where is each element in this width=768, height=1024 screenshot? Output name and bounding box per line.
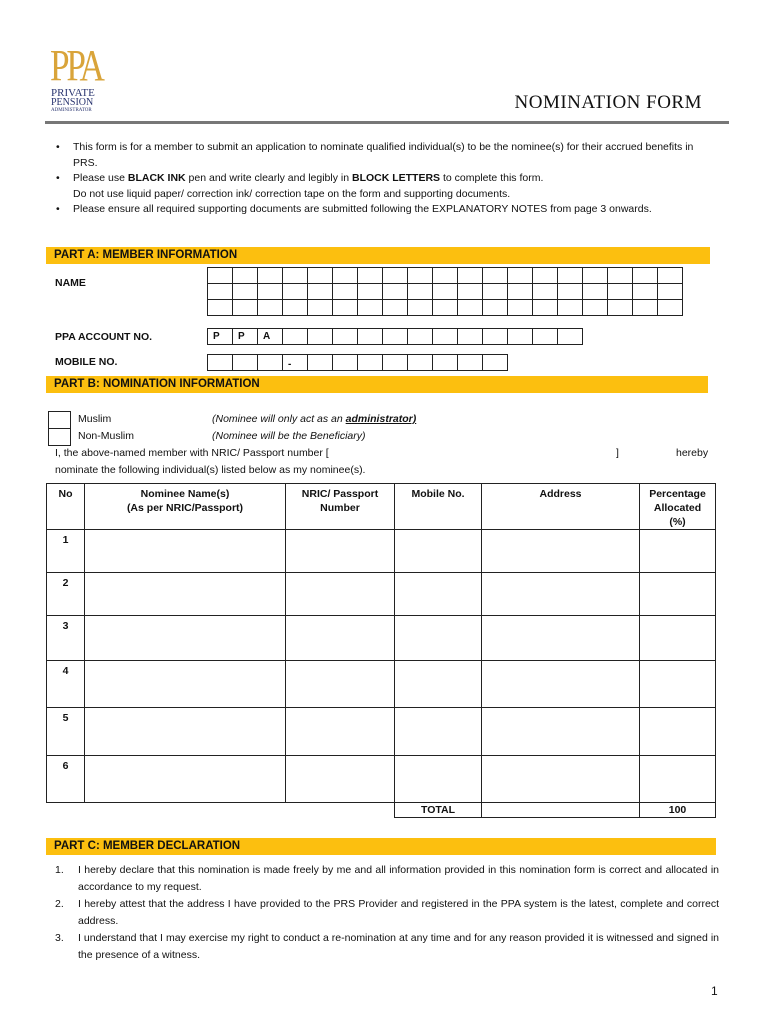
mobile-digit-cell[interactable] [383, 355, 408, 371]
name-char-cell[interactable] [383, 284, 408, 300]
account-char-cell[interactable] [458, 329, 483, 345]
nominee-cell[interactable] [286, 530, 395, 573]
name-char-cell[interactable] [358, 284, 383, 300]
account-char-cell[interactable]: P [233, 329, 258, 345]
total-label: TOTAL [395, 803, 482, 818]
name-char-cell[interactable] [558, 284, 583, 300]
mobile-digit-cell[interactable] [233, 355, 258, 371]
name-char-cell[interactable] [308, 284, 333, 300]
name-char-cell[interactable] [483, 300, 508, 316]
item-number: 1. [55, 864, 64, 876]
name-char-cell[interactable] [308, 300, 333, 316]
nominee-cell[interactable] [395, 708, 482, 756]
item-text: I hereby attest that the address I have provided to the PRS Provider and registered in the PPA system is the latest, complete and correct address. [78, 898, 719, 927]
nominee-cell[interactable] [85, 708, 286, 756]
name-char-cell[interactable] [458, 268, 483, 284]
item-number: 3. [55, 932, 64, 944]
nominee-cell[interactable] [640, 756, 716, 803]
instruction-item: • Please use BLACK INK pen and write clearly and legibly in BLOCK LETTERS to complete this form. Do not use liquid paper/ correction ink/ correction tape on the form and supporting documents. [56, 171, 706, 202]
nomination-statement: I, the above-named member with NRIC/ Passport number [ [55, 447, 329, 459]
name-char-cell[interactable] [283, 268, 308, 284]
nominee-cell[interactable] [482, 573, 640, 616]
name-char-cell[interactable] [633, 268, 658, 284]
mobile-digit-cell[interactable] [308, 355, 333, 371]
name-char-cell[interactable] [333, 284, 358, 300]
instruction-item: • This form is for a member to submit an application to nominate qualified individual(s) to be the nominee(s) for their accrued benefits in PRS. [56, 140, 706, 171]
nominee-cell[interactable] [395, 661, 482, 708]
name-char-cell[interactable] [608, 268, 633, 284]
name-char-cell[interactable] [358, 300, 383, 316]
name-char-cell[interactable] [608, 284, 633, 300]
nominee-row [47, 708, 716, 756]
column-header: NRIC/ Passport Number [286, 484, 395, 530]
nominee-cell[interactable] [482, 708, 640, 756]
nominee-cell[interactable] [85, 573, 286, 616]
mobile-digit-cell[interactable] [333, 355, 358, 371]
muslim-note: (Nominee will only act as an administrator) [212, 413, 417, 425]
name-char-cell[interactable] [283, 284, 308, 300]
total-value: 100 [640, 803, 716, 818]
name-char-cell[interactable] [558, 268, 583, 284]
name-char-cell[interactable] [658, 300, 683, 316]
name-char-cell[interactable] [233, 300, 258, 316]
mobile-digit-cell[interactable] [258, 355, 283, 371]
name-char-cell[interactable] [583, 268, 608, 284]
mobile-input-grid[interactable] [207, 354, 508, 371]
name-char-cell[interactable] [233, 284, 258, 300]
mobile-digit-cell[interactable] [458, 355, 483, 371]
name-char-cell[interactable] [533, 300, 558, 316]
name-char-cell[interactable] [333, 268, 358, 284]
item-number: 2. [55, 898, 64, 910]
name-char-cell[interactable] [433, 284, 458, 300]
instruction-item: • Please ensure all required supporting documents are submitted following the EXPLANATORY NOTES from page 3 onwards. [56, 202, 706, 218]
name-char-cell[interactable] [208, 284, 233, 300]
nominee-cell[interactable] [286, 756, 395, 803]
row-number: 3 [47, 616, 85, 661]
nominee-row [47, 661, 716, 708]
statement-bracket: ] [616, 447, 619, 459]
name-char-cell[interactable] [433, 300, 458, 316]
account-input-grid[interactable] [207, 328, 583, 345]
account-char-cell[interactable]: P [208, 329, 233, 345]
mobile-digit-cell[interactable] [408, 355, 433, 371]
name-char-cell[interactable] [483, 268, 508, 284]
name-char-cell[interactable] [233, 268, 258, 284]
column-header: Nominee Name(s) (As per NRIC/Passport) [85, 484, 286, 530]
nominee-cell[interactable] [85, 616, 286, 661]
account-char-cell[interactable] [483, 329, 508, 345]
mobile-digit-cell[interactable] [483, 355, 508, 371]
muslim-label: Muslim [78, 413, 112, 425]
name-char-cell[interactable] [458, 284, 483, 300]
nominee-cell[interactable] [395, 616, 482, 661]
name-char-cell[interactable] [408, 268, 433, 284]
name-char-cell[interactable] [308, 268, 333, 284]
name-char-cell[interactable] [258, 284, 283, 300]
name-char-cell[interactable] [433, 268, 458, 284]
name-char-cell[interactable] [208, 268, 233, 284]
item-text: I understand that I may exercise my right to conduct a re-nomination at any time and for any reason provided it is witnessed and signed in the presence of a witness. [78, 932, 719, 961]
item-text: I hereby declare that this nomination is made freely by me and all information provided in this nomination form is correct and allocated in accordance to my request. [78, 864, 719, 893]
declaration-item [55, 930, 719, 964]
name-char-cell[interactable] [283, 300, 308, 316]
nominee-cell[interactable] [482, 756, 640, 803]
nominee-cell[interactable] [85, 661, 286, 708]
nominee-row [47, 530, 716, 573]
part-c-heading: PART C: MEMBER DECLARATION [46, 838, 716, 855]
name-char-cell[interactable] [533, 284, 558, 300]
nominee-cell[interactable] [640, 661, 716, 708]
account-char-cell[interactable] [558, 329, 583, 345]
mobile-digit-cell[interactable] [358, 355, 383, 371]
nominee-row [47, 616, 716, 661]
account-char-cell[interactable] [333, 329, 358, 345]
column-header: Percentage Allocated (%) [640, 484, 716, 530]
row-number: 2 [47, 573, 85, 616]
nominee-row [47, 573, 716, 616]
name-char-cell[interactable] [608, 300, 633, 316]
account-label: PPA ACCOUNT NO. [55, 331, 153, 343]
part-b-heading: PART B: NOMINATION INFORMATION [46, 376, 708, 393]
nominee-cell[interactable] [640, 573, 716, 616]
column-header: Mobile No. [395, 484, 482, 530]
nominee-cell[interactable] [85, 530, 286, 573]
account-char-cell[interactable]: A [258, 329, 283, 345]
nomination-form-page: PPA PRIVATE PENSION ADMINISTRATOR NOMINATION FORM • This form is for a member to submit an application to nominate qualified individual(s) to be the nominee(s) for their accrued benefits in PRS. • Please use BLACK INK pen and write clearly and legibly in BLOCK LETTERS to complete this form. Do not use liquid paper/ correction ink/ correction tape on the form and supporting documents. • Please ensure all required supporting documents are submitted following the EXPLANATORY NOTES from page 3 onwards. PART A: MEMBER INFORMATION NAME PPA ACCOUNT NO. P P A MOBILE NO. - PART B: NOMINATION INFORMATION Muslim (Nominee will only act as an administrator) Non-Muslim (Nominee will be the Beneficiary) I, the above-named member with NRIC/ Passport number [ ] hereby nominate the following individual(s) listed below as my nominee(s). No Nominee Name(s) (As per NRIC/Passport) NRIC/ Passport Number Mobile No. Address Percentage Allocated (%) 1 2 3 4 5 6 TOTAL 100 PART C: MEMBER DECLARATION 1. I hereby declare that this nomination is made freely by me and all information provided in this nomination form is correct and allocated in accordance to my request. 2. I hereby attest that the address I have provided to the PRS Provider and registered in the PPA system is the latest, complete and correct address. 3. I understand that I may exercise my right to conduct a re-nomination at any time and for any reason provided it is witnessed and signed in the presence of a witness. 1 [0, 0, 768, 1024]
name-char-cell[interactable] [408, 284, 433, 300]
nominee-cell[interactable] [85, 756, 286, 803]
nominee-cell[interactable] [286, 661, 395, 708]
name-char-cell[interactable] [508, 300, 533, 316]
declaration-item [55, 862, 719, 896]
nominee-cell[interactable] [286, 616, 395, 661]
row-number: 1 [47, 530, 85, 573]
name-char-cell[interactable] [633, 284, 658, 300]
account-char-cell[interactable] [408, 329, 433, 345]
non-muslim-checkbox[interactable] [48, 428, 71, 446]
name-char-cell[interactable] [483, 284, 508, 300]
mobile-label: MOBILE NO. [55, 356, 118, 368]
non-muslim-note: (Nominee will be the Beneficiary) [212, 430, 366, 442]
column-header: Address [482, 484, 640, 530]
name-char-cell[interactable] [658, 268, 683, 284]
account-char-cell[interactable] [383, 329, 408, 345]
account-char-cell[interactable] [283, 329, 308, 345]
nominee-cell[interactable] [286, 573, 395, 616]
name-char-cell[interactable] [658, 284, 683, 300]
name-char-cell[interactable] [583, 300, 608, 316]
non-muslim-label: Non-Muslim [78, 430, 135, 442]
statement-continued: nominate the following individual(s) listed below as my nominee(s). [55, 464, 366, 476]
name-char-cell[interactable] [508, 268, 533, 284]
nominee-cell[interactable] [395, 756, 482, 803]
name-char-cell[interactable] [408, 300, 433, 316]
part-a-heading: PART A: MEMBER INFORMATION [46, 247, 710, 264]
nominee-cell[interactable] [482, 661, 640, 708]
name-char-cell[interactable] [383, 268, 408, 284]
nominee-cell[interactable] [482, 530, 640, 573]
name-char-cell[interactable] [358, 268, 383, 284]
name-char-cell[interactable] [258, 268, 283, 284]
total-row [47, 803, 716, 818]
row-number: 4 [47, 661, 85, 708]
name-char-cell[interactable] [558, 300, 583, 316]
declaration-list [55, 862, 719, 964]
account-char-cell[interactable] [508, 329, 533, 345]
name-char-cell[interactable] [583, 284, 608, 300]
nominee-cell[interactable] [286, 708, 395, 756]
nominee-row [47, 756, 716, 803]
nominee-cell[interactable] [640, 616, 716, 661]
mobile-digit-cell[interactable] [433, 355, 458, 371]
account-char-cell[interactable] [433, 329, 458, 345]
name-char-cell[interactable] [508, 284, 533, 300]
nominee-table [46, 483, 716, 818]
name-char-cell[interactable] [533, 268, 558, 284]
nominee-cell[interactable] [640, 530, 716, 573]
nominee-cell[interactable] [640, 708, 716, 756]
account-char-cell[interactable] [533, 329, 558, 345]
declaration-item [55, 896, 719, 930]
name-char-cell[interactable] [458, 300, 483, 316]
mobile-digit-cell[interactable] [208, 355, 233, 371]
statement-hereby: hereby [676, 447, 709, 459]
account-char-cell[interactable] [358, 329, 383, 345]
name-char-cell[interactable] [258, 300, 283, 316]
instructions-list [56, 140, 706, 218]
name-label: NAME [55, 277, 86, 289]
name-char-cell[interactable] [383, 300, 408, 316]
name-input-grid[interactable] [207, 267, 683, 316]
header-divider [45, 121, 729, 124]
account-char-cell[interactable] [308, 329, 333, 345]
nominee-cell[interactable] [395, 530, 482, 573]
page-number: 1 [711, 984, 718, 998]
name-char-cell[interactable] [633, 300, 658, 316]
muslim-checkbox[interactable] [48, 411, 71, 429]
column-header: No [47, 484, 85, 530]
name-char-cell[interactable] [333, 300, 358, 316]
row-number: 6 [47, 756, 85, 803]
row-number: 5 [47, 708, 85, 756]
total-spacer [482, 803, 640, 818]
page-title: NOMINATION FORM [514, 92, 702, 113]
name-char-cell[interactable] [208, 300, 233, 316]
nominee-cell[interactable] [395, 573, 482, 616]
mobile-digit-cell[interactable]: - [283, 355, 308, 371]
nominee-cell[interactable] [482, 616, 640, 661]
